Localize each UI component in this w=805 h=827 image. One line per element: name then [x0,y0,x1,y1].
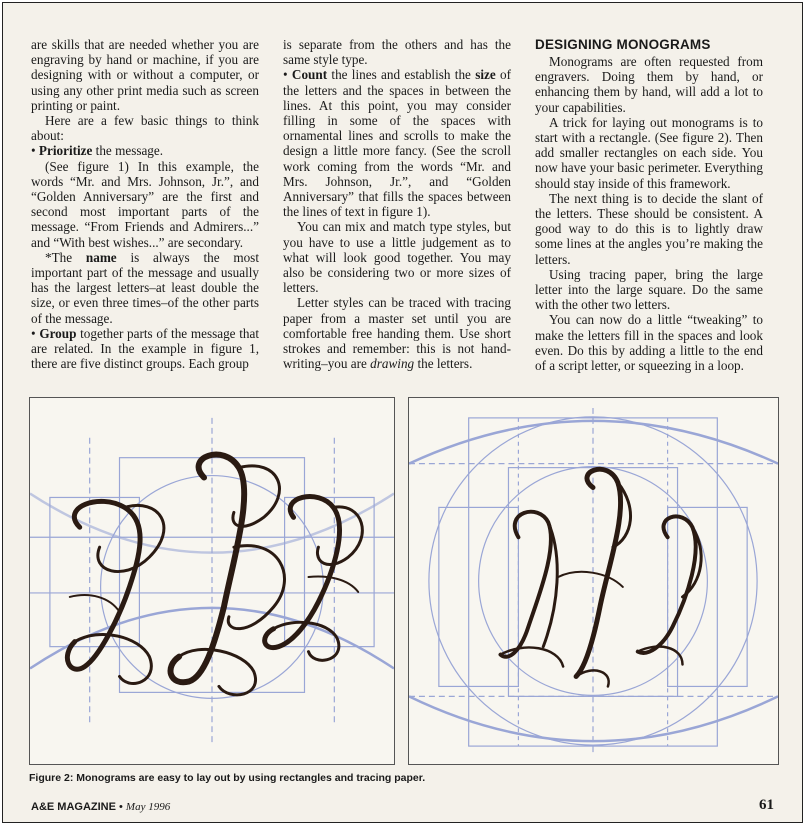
bold-term: size [475,67,496,83]
bold-term: Group [39,325,77,341]
bullet-text: the message. [92,143,164,159]
text-column-1 [31,37,259,371]
text-span: the lines and establish the [327,67,476,83]
paragraph: You can now do a little “tweaking” to make the letters fill in the spaces and look even. Do this by adding a little to the end of a script letter, or squeezing in a loop. [535,312,763,374]
guide-lines [409,408,778,756]
paragraph [31,250,259,326]
paragraph: Using tracing paper, bring the large letter into the large square. Do the same with the other two letters. [535,266,763,313]
bold-term: Count [291,67,328,83]
footer-magazine-line [31,801,170,813]
paragraph [283,295,511,371]
page-number: 61 [759,797,774,813]
text-span: Letter styles can be traced with tracing paper from a master set until you are comfortable free handing them. Use short strokes and remember: this is not hand-writing–you are [283,295,511,372]
figure-caption: Figure 2: Monograms are easy to lay out by using rectangles and tracing paper. [29,772,426,784]
figure-monogram-right [408,397,779,765]
italic-term: drawing [370,356,415,372]
text-span: of the letters and the spaces in between the lines. At this point, you may consider filling in some of the spaces with ornamental lines and scrolls to make the design a little more fancy. (See the scroll work coming from the words “Mr. and Mrs. Johnson, Jr.”, and “Golden Anniversary” that fills the spaces between the lines of text in figure 1). [283,67,511,220]
magazine-page [2,2,803,823]
bullet-text: together parts of the message that are related. In the example in figure 1, there are five distinct groups. Each group [31,325,259,372]
text-column-3 [535,37,763,373]
text-span: is always the most important part of the message and usually has the largest letters–at least double the size, or even three times–of the other parts of the message. [31,249,259,326]
bullet-item: • Group together parts of the message that are related. In the example in figure 1, there are five distinct groups. Each group [31,325,259,372]
paragraph: A trick for laying out monograms is to start with a rectangle. (See figure 2). Then add smaller rectangles on each side. You now have your basic perimeter. Everything should stay inside of this framework. [535,114,763,191]
script-letters [501,469,702,686]
guide-lines [30,418,394,746]
script-letters [67,455,362,695]
bullet-item: • Prioritize the message. [31,143,164,159]
paragraph: Here are a few basic things to think about: [31,113,259,144]
figure-monogram-left [29,397,395,765]
paragraph: (See figure 1) In this example, the words “Mr. and Mrs. Johnson, Jr.”, and “Golden Anniversary” are the first and second most important parts of the message. “From Friends and Admirers...” and “With best wishes...” are secondary. [31,158,259,250]
section-heading: DESIGNING MONOGRAMS [535,37,711,52]
bullet-item: • Count the lines and establish the size of the letters and the spaces in between the lines. At this point, you may consider filling in some of the spaces with ornamental lines and scrolls to make the design a little more fancy. (See the scroll work coming from the words “Mr. and Mrs. Johnson, Jr.”, and “Golden Anniversary” that fills the spaces between the lines of text in figure 1). [283,67,511,220]
footer-bullet: • [115,801,126,813]
paragraph: You can mix and match type styles, but you have to use a little judgement as to what will look good together. You may also be considering two or more sizes of letters. [283,219,511,296]
monogram-left-illustration [30,398,394,764]
paragraph: Monograms are often requested from engravers. Doing them by hand, or enhancing them by hand, will add a lot to your capabilities. [535,54,763,115]
paragraph: are skills that are needed whether you are engraving by hand or machine, if you are designing with or without a computer, or using any other print media such as screen printing or paint. [31,37,259,113]
monogram-right-illustration [409,398,778,764]
text-column-2 [283,37,511,371]
paragraph: is separate from the others and has the same style type. [283,37,511,68]
text-span: *The [45,249,86,265]
magazine-name: A&E MAGAZINE [31,801,116,813]
paragraph: The next thing is to decide the slant of the letters. These should be consistent. A good way to do this is to lightly draw some lines at the angles you’re making the letters. [535,190,763,267]
bold-term: Prioritize [38,143,93,159]
text-span: the letters. [414,356,473,372]
bold-term: name [85,249,117,265]
issue-date: May 1996 [125,801,171,813]
